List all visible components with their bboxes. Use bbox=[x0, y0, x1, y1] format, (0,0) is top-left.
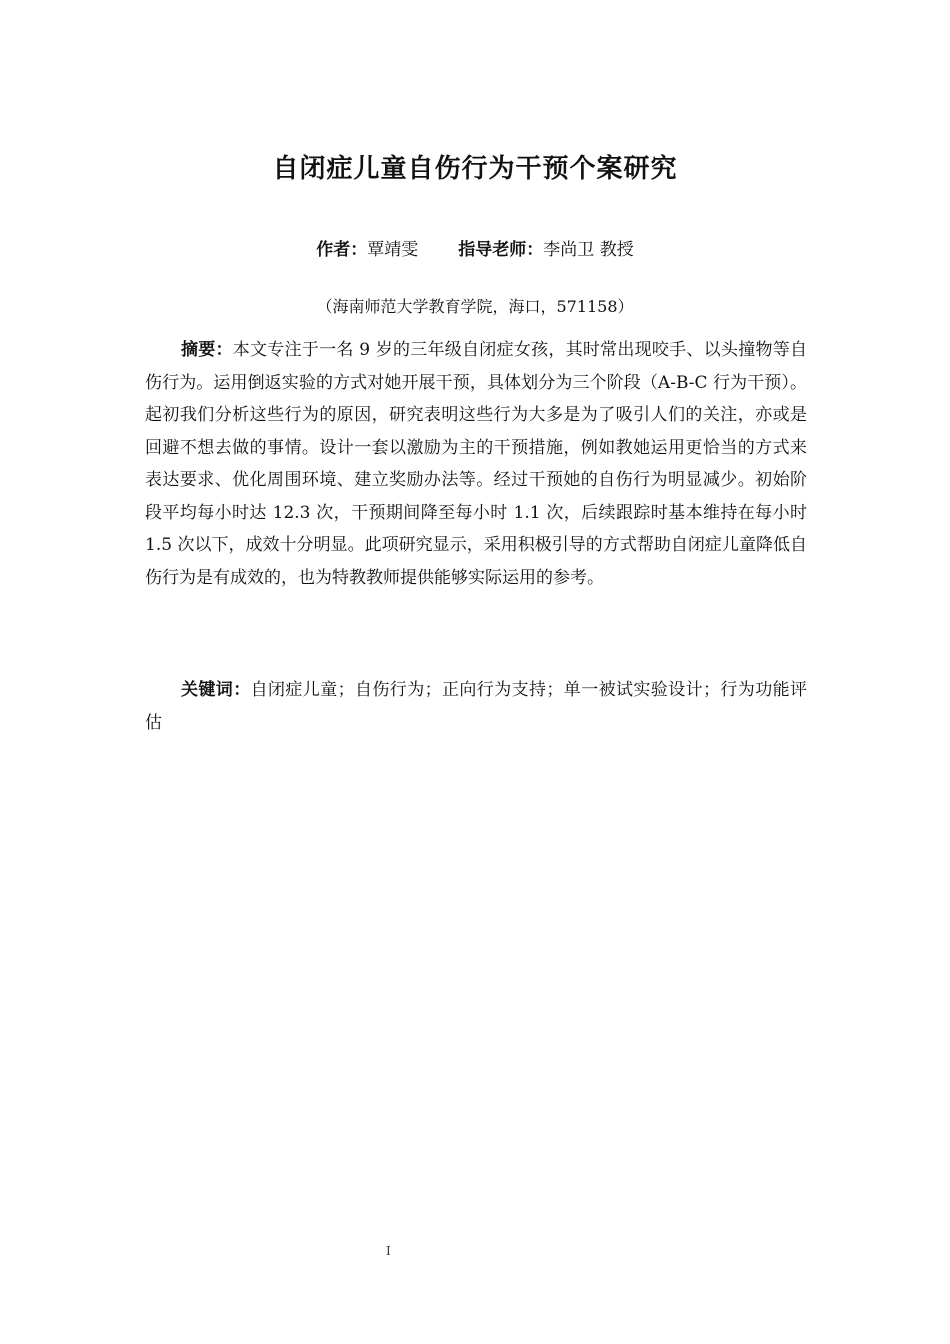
advisor-name: 李尚卫 教授 bbox=[543, 240, 634, 260]
author-label: 作者： bbox=[316, 240, 368, 260]
page-number: I bbox=[386, 1244, 391, 1258]
abstract-label: 摘要： bbox=[181, 340, 233, 360]
keywords-label: 关键词： bbox=[181, 680, 251, 700]
affiliation: （海南师范大学教育学院，海口，571158） bbox=[316, 297, 634, 316]
keywords-text: 自闭症儿童；自伤行为；正向行为支持；单一被试实验设计；行为功能评估 bbox=[145, 680, 808, 733]
author-line bbox=[0, 235, 950, 260]
paper-title: 自闭症儿童自伤行为干预个案研究 bbox=[272, 154, 678, 184]
advisor-label: 指导老师： bbox=[458, 240, 544, 260]
abstract-text: 本文专注于一名 9 岁的三年级自闭症女孩，其时常出现咬手、以头撞物等自伤行为。运用倒返实验的方式对她开展干预，具体划分为三个阶段（A-B-C 行为干预）。起初我们分析这些行为的原因，研究表明这些行为大多是为了吸引人们的关注，亦或是回避不想去做的事情。设计一套以激励为主的干预措施，例如教她运用更恰当的方式来表达要求、优化周围环境、建立奖励办法等。经过干预她的自伤行为明显减少。初始阶段平均每小时达 12.3 次，干预期间降至每小时 1.1 次，后续跟踪时基本维持在每小时 1.5 次以下，成效十分明显。此项研究显示，采用积极引导的方式帮助自闭症儿童降低自伤行为是有成效的，也为特教教师提供能够实际运用的参考。 bbox=[145, 340, 807, 588]
abstract-paragraph bbox=[145, 334, 807, 594]
author-name: 覃靖雯 bbox=[367, 240, 419, 260]
keywords-paragraph bbox=[145, 674, 807, 739]
